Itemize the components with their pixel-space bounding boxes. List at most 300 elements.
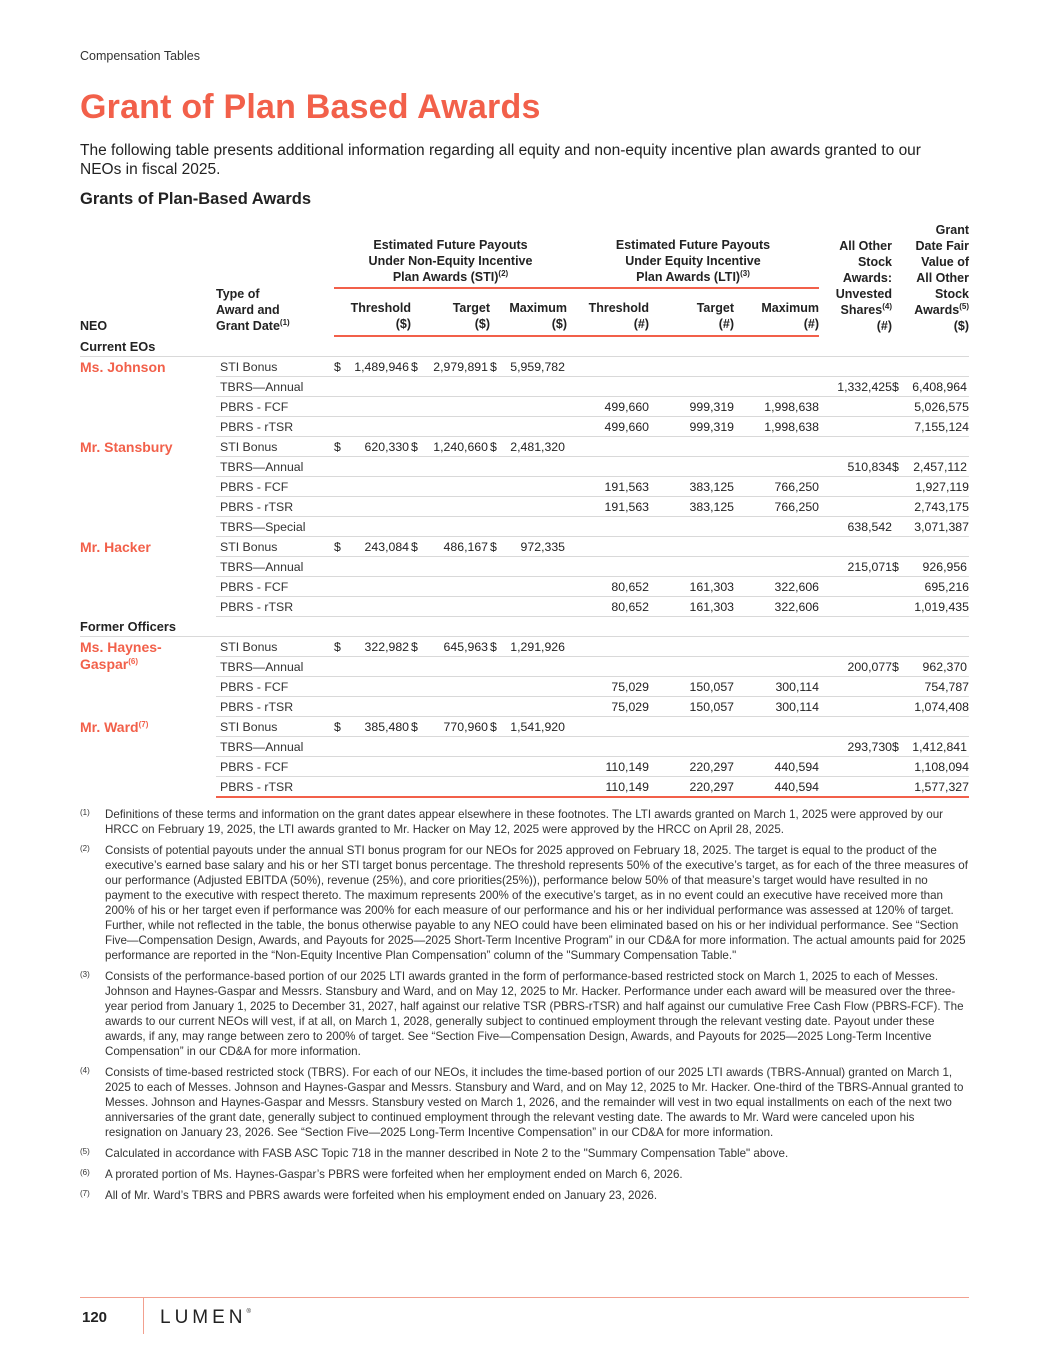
- award-type: PBRS - FCF: [216, 757, 334, 777]
- col-neo: NEO: [80, 319, 108, 333]
- header-text: Awards: [914, 303, 960, 317]
- amount: 1,412,841: [912, 739, 967, 754]
- cell-lti-maximum: 440,594: [734, 777, 819, 798]
- header-text: Award and: [216, 303, 280, 317]
- cell-lti-target: [649, 717, 734, 737]
- cell-lti-maximum: 1,998,638: [734, 397, 819, 417]
- cell-lti-target: 161,303: [649, 577, 734, 597]
- footnote-mark: (1): [80, 808, 90, 817]
- logo-text: LUMEN: [160, 1307, 247, 1328]
- header-text: Target: [696, 301, 734, 315]
- intro-paragraph: The following table presents additional information regarding all equity and non-equity incentive plan awards granted to our NEOs in fiscal 2025.: [80, 142, 921, 178]
- award-type: TBRS—Annual: [216, 557, 334, 577]
- cell-shares: 510,834: [819, 457, 892, 477]
- currency-symbol: $: [334, 539, 341, 554]
- table-row: [80, 437, 969, 457]
- cell-fair-value: 754,787: [892, 677, 969, 697]
- amount: 5,959,782: [510, 359, 565, 374]
- footnote: [80, 843, 969, 963]
- amount: 1,489,946: [354, 359, 409, 374]
- header-text: Estimated Future Payouts: [615, 238, 771, 253]
- footnotes: [80, 807, 969, 1209]
- cell-lti-maximum: 322,606: [734, 577, 819, 597]
- cell-shares: [819, 717, 892, 737]
- amount: 770,960: [443, 719, 488, 734]
- col-fair-value: [892, 222, 969, 336]
- col-group-lti: [567, 222, 819, 288]
- cell-lti-threshold: 499,660: [567, 417, 649, 437]
- footnote-ref: (4): [882, 302, 892, 311]
- header-text: Maximum: [761, 301, 819, 315]
- header-text: ($): [395, 317, 411, 331]
- currency-symbol: $: [334, 639, 341, 654]
- cell-lti-threshold: [567, 517, 649, 537]
- cell-shares: [819, 437, 892, 457]
- col-lti-threshold: [567, 288, 649, 336]
- amount: 962,370: [922, 659, 967, 674]
- cell-fair-value: 1,577,327: [892, 777, 969, 798]
- cell-sti-target: [411, 377, 490, 397]
- footnote-mark: (3): [80, 970, 90, 979]
- table-title: Grants of Plan-Based Awards: [80, 190, 312, 208]
- cell-sti-maximum: [490, 417, 567, 437]
- header-text: Type of: [216, 287, 260, 301]
- cell-lti-maximum: [734, 657, 819, 677]
- cell-fair-value: 1,108,094: [892, 757, 969, 777]
- award-type: PBRS - rTSR: [216, 697, 334, 717]
- cell-sti-threshold: [334, 717, 411, 737]
- cell-lti-threshold: [567, 657, 649, 677]
- cell-sti-threshold: [334, 777, 411, 798]
- footnote-ref: (2): [498, 269, 509, 279]
- cell-sti-target: [411, 717, 490, 737]
- currency-symbol: $: [411, 439, 418, 454]
- cell-sti-target: [411, 677, 490, 697]
- cell-sti-threshold: [334, 597, 411, 617]
- cell-fair-value: [892, 717, 969, 737]
- award-type: PBRS - FCF: [216, 677, 334, 697]
- cell-lti-threshold: [567, 557, 649, 577]
- cell-sti-target: [411, 537, 490, 557]
- cell-fair-value: [892, 637, 969, 657]
- cell-lti-maximum: [734, 357, 819, 377]
- amount: 2,979,891: [433, 359, 488, 374]
- cell-lti-maximum: 1,998,638: [734, 417, 819, 437]
- currency-symbol: $: [411, 539, 418, 554]
- footnote-text: A prorated portion of Ms. Haynes-Gaspar’s PBRS were forfeited when her employment ended on March 6, 2026.: [105, 1168, 683, 1181]
- footnote-mark: (6): [80, 1168, 90, 1177]
- footnote: [80, 1146, 969, 1161]
- cell-lti-threshold: 110,149: [567, 777, 649, 798]
- cell-lti-target: [649, 437, 734, 457]
- header-text: (#): [876, 319, 892, 333]
- header-text: Threshold: [350, 301, 411, 315]
- cell-sti-threshold: [334, 577, 411, 597]
- cell-sti-maximum: [490, 697, 567, 717]
- cell-sti-threshold: [334, 417, 411, 437]
- cell-lti-target: 150,057: [649, 677, 734, 697]
- col-sti-threshold: [334, 288, 411, 336]
- cell-lti-maximum: [734, 457, 819, 477]
- cell-sti-maximum: [490, 677, 567, 697]
- footnote-ref: (5): [959, 302, 969, 311]
- currency-symbol: $: [490, 439, 497, 454]
- cell-sti-target: [411, 517, 490, 537]
- cell-shares: [819, 637, 892, 657]
- currency-symbol: $: [892, 459, 899, 474]
- cell-lti-threshold: 75,029: [567, 677, 649, 697]
- cell-lti-target: [649, 637, 734, 657]
- cell-sti-target: [411, 777, 490, 798]
- header-text: Under Equity Incentive: [625, 254, 761, 269]
- cell-lti-threshold: 110,149: [567, 757, 649, 777]
- cell-lti-target: [649, 557, 734, 577]
- footnote-mark: (4): [80, 1066, 90, 1075]
- cell-sti-maximum: [490, 597, 567, 617]
- cell-sti-threshold: [334, 497, 411, 517]
- cell-sti-threshold: [334, 557, 411, 577]
- cell-sti-maximum: [490, 637, 567, 657]
- header-text: Grant Date: [216, 319, 280, 333]
- cell-lti-target: [649, 517, 734, 537]
- header-text: Date Fair: [915, 239, 969, 253]
- cell-lti-threshold: 191,563: [567, 477, 649, 497]
- cell-lti-target: 999,319: [649, 397, 734, 417]
- section-label: Compensation Tables: [80, 49, 200, 63]
- cell-shares: 1,332,425: [819, 377, 892, 397]
- cell-sti-threshold: [334, 397, 411, 417]
- header-text: (#): [803, 317, 819, 331]
- header-text: Grant: [935, 223, 969, 237]
- cell-fair-value: [892, 377, 969, 397]
- footer-rule: [80, 1297, 969, 1298]
- footnote-mark: (7): [80, 1189, 90, 1198]
- cell-sti-threshold: [334, 377, 411, 397]
- cell-sti-maximum: [490, 717, 567, 737]
- neo-name: Ms. Johnson: [80, 359, 166, 375]
- cell-lti-maximum: [734, 717, 819, 737]
- cell-sti-maximum: [490, 777, 567, 798]
- header-text: (#): [718, 317, 734, 331]
- cell-sti-maximum: [490, 477, 567, 497]
- award-type: STI Bonus: [216, 537, 334, 557]
- cell-lti-threshold: 499,660: [567, 397, 649, 417]
- cell-lti-threshold: 80,652: [567, 577, 649, 597]
- cell-sti-maximum: [490, 657, 567, 677]
- cell-sti-maximum: [490, 457, 567, 477]
- cell-lti-maximum: 300,114: [734, 697, 819, 717]
- header-text: Plan Awards (STI): [392, 270, 499, 285]
- header-text: Stock: [934, 287, 969, 301]
- award-type: PBRS - rTSR: [216, 497, 334, 517]
- table-row: [80, 717, 969, 737]
- cell-sti-threshold: [334, 457, 411, 477]
- cell-lti-target: 999,319: [649, 417, 734, 437]
- footer-divider: [143, 1298, 144, 1334]
- cell-shares: [819, 777, 892, 798]
- cell-shares: [819, 357, 892, 377]
- header-text: Stock: [857, 255, 892, 269]
- header-text: ($): [551, 317, 567, 331]
- amount: 972,335: [520, 539, 565, 554]
- cell-shares: 638,542: [819, 517, 892, 537]
- cell-fair-value: 5,026,575: [892, 397, 969, 417]
- cell-sti-threshold: [334, 737, 411, 757]
- cell-sti-maximum: [490, 377, 567, 397]
- cell-lti-maximum: 300,114: [734, 677, 819, 697]
- cell-sti-threshold: [334, 697, 411, 717]
- cell-lti-target: 150,057: [649, 697, 734, 717]
- cell-sti-target: [411, 577, 490, 597]
- award-type: TBRS—Special: [216, 517, 334, 537]
- header-text: Target: [452, 301, 490, 315]
- footnote-text: Consists of time-based restricted stock (TBRS). For each of our NEOs, it includes the time-based portion of our 2025 LTI awards (TBRS-Annual) granted on March 1, 2025 to each of Messes. Johnson and Haynes-Gaspar and Messrs. Stansbury and Ward, and on May 12, 2025 to Mr. Hacker. One-third of the TBRS-Annual granted to Messes. Johnson and Haynes-Gaspar and Messrs. Stansbury vested on March 1, 2026, and the remainder will vest in two equal installments on each of the next two anniversaries of the grant date, generally subject to continued employment through the relevant vesting date. The awards to Mr. Ward were canceled upon his resignation on January 23, 2026. See “Section Five—2025 Long-Term Incentive Compensation” in our CD&A for more information.: [105, 1066, 964, 1139]
- currency-symbol: $: [334, 359, 341, 374]
- cell-lti-maximum: 766,250: [734, 477, 819, 497]
- group-row: [80, 617, 969, 637]
- group-label: Current EOs: [80, 336, 969, 357]
- header-text: Maximum: [509, 301, 567, 315]
- award-type: STI Bonus: [216, 637, 334, 657]
- footnote: [80, 1167, 969, 1182]
- cell-sti-threshold: [334, 537, 411, 557]
- header-row-top: [80, 222, 969, 288]
- col-sti-target: [411, 288, 490, 336]
- cell-shares: [819, 417, 892, 437]
- amount: 2,457,112: [913, 459, 967, 474]
- neo-name: Ms. Haynes- Gaspar$^{(6)}$: [80, 639, 162, 672]
- cell-fair-value: [892, 557, 969, 577]
- cell-fair-value: [892, 737, 969, 757]
- cell-lti-threshold: [567, 457, 649, 477]
- footnote: [80, 1188, 969, 1203]
- footnote-text: Definitions of these terms and information on the grant dates appear elsewhere in these footnotes. The LTI awards granted on March 1, 2025 were approved by our HRCC on February 19, 2025, the LTI awards granted to Mr. Hacker on May 12, 2025 were approved by the HRCC on April 28, 2025.: [105, 808, 944, 836]
- cell-fair-value: 1,019,435: [892, 597, 969, 617]
- cell-lti-threshold: [567, 357, 649, 377]
- cell-lti-maximum: 766,250: [734, 497, 819, 517]
- cell-lti-target: [649, 457, 734, 477]
- cell-fair-value: [892, 657, 969, 677]
- cell-lti-maximum: [734, 557, 819, 577]
- cell-lti-target: [649, 657, 734, 677]
- logo-trademark: ®: [246, 1309, 251, 1315]
- footnote-text: Calculated in accordance with FASB ASC Topic 718 in the manner described in Note 2 to the "Summary Compensation Table" above.: [105, 1147, 789, 1160]
- cell-lti-threshold: [567, 717, 649, 737]
- award-type: PBRS - FCF: [216, 577, 334, 597]
- award-type: PBRS - FCF: [216, 397, 334, 417]
- award-type: STI Bonus: [216, 717, 334, 737]
- cell-shares: [819, 497, 892, 517]
- cell-fair-value: [892, 537, 969, 557]
- cell-sti-maximum: [490, 517, 567, 537]
- cell-fair-value: 2,743,175: [892, 497, 969, 517]
- cell-sti-target: [411, 437, 490, 457]
- table-body: [80, 336, 969, 797]
- amount: 1,541,920: [510, 719, 565, 734]
- cell-sti-threshold: [334, 437, 411, 457]
- cell-sti-threshold: [334, 477, 411, 497]
- amount: 926,956: [922, 559, 967, 574]
- page-title: Grant of Plan Based Awards: [80, 88, 541, 126]
- col-lti-target: [649, 288, 734, 336]
- cell-fair-value: 3,071,387: [892, 517, 969, 537]
- grants-table: [80, 222, 969, 798]
- cell-lti-threshold: [567, 377, 649, 397]
- footnote-text: Consists of the performance-based portion of our 2025 LTI awards granted in the form of performance-based restricted stock on March 1, 2025 to each of Messes. Johnson and Haynes-Gaspar and Messrs. Stansbury and Ward, and on May 12, 2025 to Mr. Hacker. Performance under each award will be measured over the three-year period from January 1, 2025 to December 31, 2027, half against our relative TSR (PBRS-rTSR) and half against our cumulative Free Cash Flow (PBRS-FCF). The awards to our current NEOs will vest, if at all, on March 1, 2028, generally subject to continued employment through the relevant vesting date. Payout under these awards, if any, may range between zero to 200% of target. See “Section Five—Compensation Design, Awards, and Payouts for 2025—2025 Long-Term Incentive Compensation” in our CD&A for more information.: [105, 970, 964, 1058]
- cell-fair-value: 1,074,408: [892, 697, 969, 717]
- header-text: ($): [953, 319, 969, 333]
- header-text: Estimated Future Payouts: [373, 238, 528, 253]
- cell-sti-target: [411, 657, 490, 677]
- currency-symbol: $: [892, 659, 899, 674]
- footnote: [80, 969, 969, 1059]
- header-text: (#): [633, 317, 649, 331]
- col-lti-maximum: [734, 288, 819, 336]
- award-type: STI Bonus: [216, 437, 334, 457]
- footnote-text: All of Mr. Ward’s TBRS and PBRS awards were forfeited when his employment ended on January 23, 2026.: [105, 1189, 658, 1202]
- cell-sti-threshold: [334, 657, 411, 677]
- currency-symbol: $: [490, 539, 497, 554]
- cell-lti-threshold: [567, 437, 649, 457]
- currency-symbol: $: [892, 739, 899, 754]
- award-type: TBRS—Annual: [216, 657, 334, 677]
- cell-sti-maximum: [490, 577, 567, 597]
- currency-symbol: $: [490, 359, 497, 374]
- footnote-ref: (6): [128, 657, 139, 666]
- currency-symbol: $: [334, 439, 341, 454]
- footnote: [80, 807, 969, 837]
- cell-sti-maximum: [490, 397, 567, 417]
- cell-shares: 200,077: [819, 657, 892, 677]
- currency-symbol: $: [411, 639, 418, 654]
- cell-sti-maximum: [490, 737, 567, 757]
- footnote-mark: (5): [80, 1147, 90, 1156]
- cell-lti-maximum: [734, 437, 819, 457]
- cell-lti-maximum: [734, 517, 819, 537]
- cell-sti-target: [411, 757, 490, 777]
- header-text: Unvested: [835, 287, 892, 301]
- cell-lti-target: [649, 737, 734, 757]
- cell-sti-target: [411, 637, 490, 657]
- cell-shares: 293,730: [819, 737, 892, 757]
- cell-sti-target: [411, 697, 490, 717]
- header-text: Value of: [921, 255, 969, 269]
- cell-sti-maximum: [490, 437, 567, 457]
- group-label: Former Officers: [80, 617, 969, 637]
- cell-lti-target: 383,125: [649, 477, 734, 497]
- cell-sti-maximum: [490, 757, 567, 777]
- cell-lti-threshold: 191,563: [567, 497, 649, 517]
- amount: 322,982: [364, 639, 409, 654]
- currency-symbol: $: [411, 359, 418, 374]
- amount: 645,963: [443, 639, 488, 654]
- footnote-ref: (3): [740, 269, 750, 279]
- cell-shares: [819, 597, 892, 617]
- cell-fair-value: 7,155,124: [892, 417, 969, 437]
- header-text: Shares: [840, 303, 883, 317]
- amount: 385,480: [364, 719, 409, 734]
- cell-lti-target: [649, 537, 734, 557]
- cell-lti-threshold: [567, 537, 649, 557]
- amount: 6,408,964: [912, 379, 967, 394]
- award-type: PBRS - rTSR: [216, 417, 334, 437]
- header-text: All Other: [916, 271, 969, 285]
- amount: 1,240,660: [433, 439, 488, 454]
- cell-shares: [819, 697, 892, 717]
- amount: 243,084: [364, 539, 409, 554]
- cell-fair-value: [892, 457, 969, 477]
- amount: 1,291,926: [510, 639, 565, 654]
- table-row: [80, 357, 969, 377]
- footnote: [80, 1065, 969, 1140]
- cell-fair-value: 695,216: [892, 577, 969, 597]
- cell-sti-target: [411, 397, 490, 417]
- header-text: All Other: [839, 239, 892, 253]
- award-type: TBRS—Annual: [216, 457, 334, 477]
- award-type: PBRS - rTSR: [216, 597, 334, 617]
- cell-lti-maximum: 322,606: [734, 597, 819, 617]
- cell-lti-maximum: [734, 377, 819, 397]
- cell-lti-threshold: [567, 637, 649, 657]
- page-number: 120: [82, 1309, 108, 1326]
- col-other-stock: [819, 222, 892, 336]
- footnote-ref: (7): [138, 719, 149, 729]
- header-text: Under Non-Equity Incentive: [368, 254, 533, 269]
- cell-lti-maximum: [734, 537, 819, 557]
- cell-lti-threshold: [567, 737, 649, 757]
- group-row: [80, 336, 969, 357]
- amount: 620,330: [364, 439, 409, 454]
- lumen-logo: [160, 1307, 251, 1329]
- neo-name: Mr. Hacker: [80, 538, 151, 555]
- amount: 486,167: [443, 539, 488, 554]
- cell-sti-target: [411, 597, 490, 617]
- cell-sti-maximum: [490, 497, 567, 517]
- cell-shares: 215,071: [819, 557, 892, 577]
- cell-lti-threshold: 80,652: [567, 597, 649, 617]
- cell-sti-maximum: [490, 557, 567, 577]
- neo-name: Mr. Stansbury: [80, 438, 173, 455]
- cell-shares: [819, 397, 892, 417]
- award-type: PBRS - rTSR: [216, 777, 334, 798]
- cell-lti-target: 220,297: [649, 777, 734, 798]
- award-type: STI Bonus: [216, 357, 334, 377]
- cell-shares: [819, 757, 892, 777]
- cell-lti-target: 383,125: [649, 497, 734, 517]
- footnote-mark: (2): [80, 844, 90, 853]
- footnote-ref: (1): [279, 318, 290, 327]
- cell-shares: [819, 477, 892, 497]
- currency-symbol: $: [892, 559, 899, 574]
- cell-lti-maximum: [734, 637, 819, 657]
- cell-lti-target: 161,303: [649, 597, 734, 617]
- cell-fair-value: [892, 437, 969, 457]
- cell-fair-value: 1,927,119: [892, 477, 969, 497]
- cell-sti-target: [411, 457, 490, 477]
- cell-sti-target: [411, 497, 490, 517]
- award-type: TBRS—Annual: [216, 377, 334, 397]
- cell-sti-threshold: [334, 357, 411, 377]
- cell-lti-target: [649, 357, 734, 377]
- award-type: TBRS—Annual: [216, 737, 334, 757]
- cell-lti-maximum: 440,594: [734, 757, 819, 777]
- header-text: Plan Awards (LTI): [636, 270, 741, 285]
- cell-sti-target: [411, 737, 490, 757]
- header-text: Awards:: [842, 271, 892, 285]
- amount: 2,481,320: [510, 439, 565, 454]
- cell-sti-threshold: [334, 517, 411, 537]
- cell-shares: [819, 577, 892, 597]
